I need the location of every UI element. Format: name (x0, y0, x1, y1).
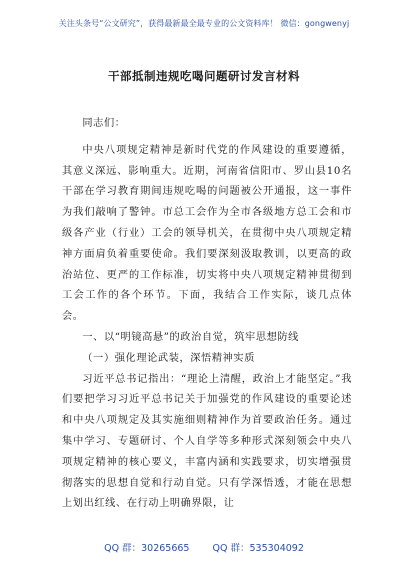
paragraph-2: 习近平总书记指出：“理论上清醒，政治上才能坚定。”我们要把学习习近平总书记关于加强党的作风建设的重要论述和中央八项规定及其实施细则精神作为首要政治任务。通过集中学习、专题研讨、个人自学等多种形式深刻领会中央八项规定精神的核心要义，丰富内涵和实践要求，切实增强贯彻落实的思想自觉和行动自觉。只有学深悟透，才能在思想上划出红线、在行动上明确界限，让 (62, 373, 352, 510)
footer-qq-group-2: QQ 群：535304092 (212, 543, 304, 554)
salutation: 同志们： (82, 118, 126, 129)
section-heading-1: 一、以“明镜高悬”的政治自觉，筑牢思想防线 (82, 331, 299, 343)
header-note: 关注头条号“公文研究”，获得最新最全最专业的公文资料库！ 微信：gongwenyj (58, 19, 350, 28)
paragraph-intro: 中央八项规定精神是新时代党的作风建设的重要遵循，其意义深远、影响重大。近期，河南省信阳市、罗山县10名干部在学习教育期间违规吃喝的问题被公开通报，这一事件为我们敲响了警钟。市总工会作为全市各级地方总工会和市级各产业（行业）工会的领导机关，在贯彻中央八项规定精神方面肩负着重要使命。我们要深刻汲取教训，以更高的政治站位、更严的工作标准，切实将中央八项规定精神贯彻到工会工作的各个环节。下面，我结合工作实际，谈几点体会。 (62, 144, 352, 323)
document-title: 干部抵制违规吃喝问题研讨发言材料 (108, 69, 300, 83)
footer-qq-group-1: QQ 群：30265665 (104, 543, 190, 554)
document-body (62, 114, 352, 515)
subsection-heading-1: （一）强化理论武装，深悟精神实质 (82, 352, 255, 364)
footer-contact (0, 540, 408, 554)
